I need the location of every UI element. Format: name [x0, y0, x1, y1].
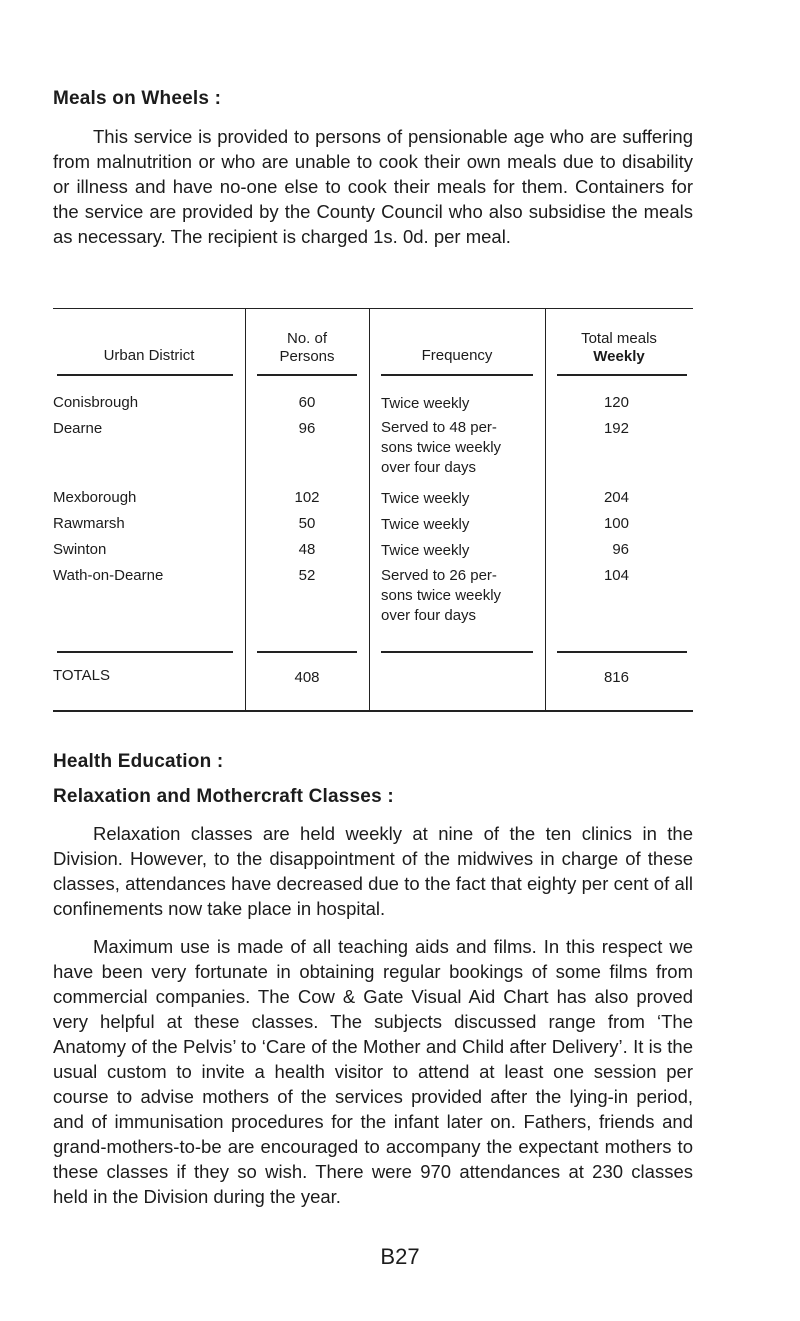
header-persons	[245, 330, 369, 366]
relaxation-classes-heading: Relaxation and Mothercraft Classes :	[53, 786, 394, 807]
frequency-line: Served to 48 per-	[381, 419, 497, 436]
column-divider	[245, 308, 246, 712]
table-row-total: 192	[603, 420, 629, 437]
teaching-aids-paragraph: Maximum use is made of all teaching aids and films. In this respect we have been very fortunate in obtaining regular bookings of some films from commercial companies. The Cow & Gate Visual Aid Chart has also proved very helpful at these classes. The subjects discussed range from ‘The Anatomy of the Pelvis’ to ‘Care of the Mother and Child after Delivery’. It is the usual custom to invite a health visitor to attend at least one session per course to advise mothers of the services provided after the lying-in period, and of immunisation procedures for the infant later on. Fathers, friends and grand-mothers-to-be are encouraged to accompany the expectant mothers to these classes if they so wish. There were 970 attendances at 230 classes held in the Division during the year.	[53, 936, 693, 1207]
column-divider	[369, 308, 370, 712]
header-persons-line2: Persons	[279, 348, 335, 365]
table-row-total: 96	[612, 541, 629, 558]
frequency-line: over four days	[381, 607, 477, 624]
table-row-frequency: Twice weekly	[381, 542, 470, 559]
frequency-line: over four days	[381, 459, 477, 476]
table-row-persons: 52	[298, 567, 316, 584]
meals-table	[53, 308, 693, 712]
table-row-frequency	[381, 566, 501, 626]
totals-meals: 816	[603, 669, 629, 686]
page-number: B27	[380, 1244, 420, 1269]
table-row-persons: 102	[294, 489, 320, 506]
health-education-heading: Health Education :	[53, 751, 224, 772]
totals-overline	[381, 651, 533, 653]
table-row-total: 204	[603, 489, 629, 506]
table-row-district: Rawmarsh	[53, 515, 125, 532]
table-row-persons: 48	[298, 541, 316, 558]
header-underline	[381, 374, 533, 376]
header-district: Urban District	[103, 347, 195, 364]
header-underline	[557, 374, 687, 376]
table-row-total: 100	[603, 515, 629, 532]
meals-paragraph: This service is provided to persons of pensionable age who are suffering from malnutrition or who are unable to cook their own meals due to disability or illness and have no-one else to cook their meals for them. Containers for the service are provided by the County Council who also subsidise the meals as necessary. The recipient is charged 1s. 0d. per meal.	[53, 126, 693, 247]
meals-heading: Meals on Wheels :	[53, 88, 222, 109]
table-row-total: 104	[603, 567, 629, 584]
totals-overline	[257, 651, 357, 653]
table-row-district: Conisbrough	[53, 394, 139, 411]
frequency-line: sons twice weekly	[381, 439, 502, 456]
header-underline	[57, 374, 233, 376]
table-row-district: Mexborough	[53, 489, 137, 506]
table-row-frequency: Twice weekly	[381, 395, 470, 412]
table-row-frequency	[381, 418, 501, 478]
table-row-persons: 60	[298, 394, 316, 411]
totals-label: TOTALS	[53, 667, 110, 684]
table-bottom-rule	[53, 710, 693, 712]
header-total-line2: Weekly	[593, 348, 645, 365]
header-total	[545, 330, 693, 366]
table-row-frequency: Twice weekly	[381, 516, 470, 533]
table-row-frequency: Twice weekly	[381, 490, 470, 507]
table-row-total: 120	[603, 394, 629, 411]
header-persons-line1: No. of	[286, 330, 328, 347]
table-row-district: Wath-on-Dearne	[53, 567, 164, 584]
table-row-district: Swinton	[53, 541, 107, 558]
frequency-line: sons twice weekly	[381, 587, 502, 604]
table-row-district: Dearne	[53, 420, 103, 437]
header-underline	[257, 374, 357, 376]
relaxation-paragraph: Relaxation classes are held weekly at nine of the ten clinics in the Division. However, to the disappointment of the midwives in charge of these classes, attendances have decreased due to the fact that eighty per cent of all confinements now take place in hospital.	[53, 823, 693, 919]
header-total-line1: Total meals	[581, 330, 657, 347]
table-row-persons: 96	[298, 420, 316, 437]
totals-persons: 408	[294, 669, 320, 686]
header-frequency: Frequency	[421, 347, 493, 364]
frequency-line: Served to 26 per-	[381, 567, 497, 584]
table-top-rule	[53, 308, 693, 309]
totals-overline	[57, 651, 233, 653]
table-row-persons: 50	[298, 515, 316, 532]
column-divider	[545, 308, 546, 712]
totals-overline	[557, 651, 687, 653]
